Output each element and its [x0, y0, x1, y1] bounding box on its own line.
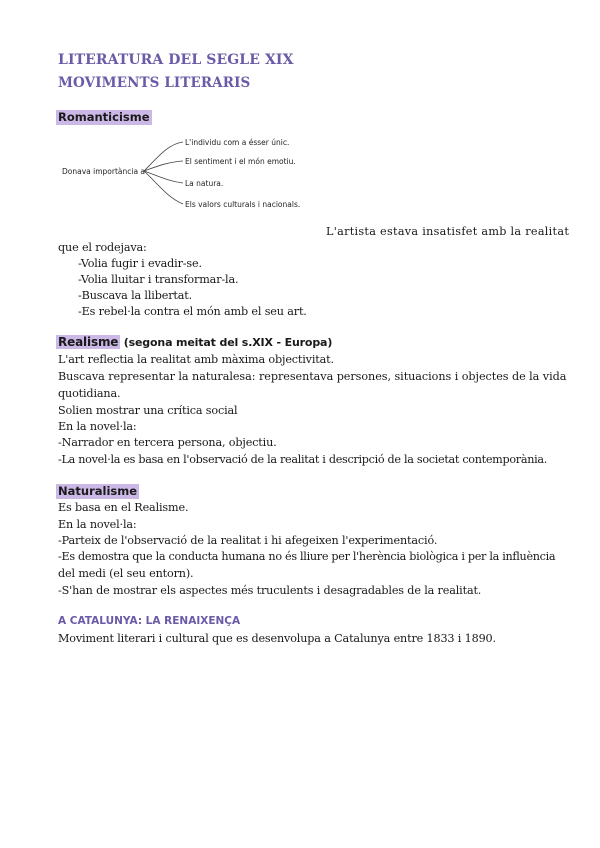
realisme-heading-note: (segona meitat del s.XIX - Europa): [123, 336, 333, 349]
realisme-line: En la novel·la:: [58, 420, 137, 433]
realisme-line: quotidiana.: [58, 387, 121, 400]
diagram-branch-line-2: [144, 161, 183, 171]
romanticisme-item: -Volia fugir i evadir-se.: [78, 257, 202, 270]
realisme-heading-row: [56, 335, 332, 351]
naturalisme-line: Es basa en el Realisme.: [58, 501, 189, 514]
romanticisme-intro-1: L'artista estava insatisfet amb la realitat: [326, 225, 570, 238]
realisme-line: Solien mostrar una crítica social: [58, 404, 238, 417]
romanticisme-diagram: [58, 132, 318, 214]
naturalisme-line: del medi (el seu entorn).: [58, 567, 194, 580]
document-subtitle: MOVIMENTS LITERARIS: [58, 75, 251, 91]
naturalisme-heading: Naturalisme: [58, 484, 138, 498]
realisme-line: L'art reflectia la realitat amb màxima objectivitat.: [58, 353, 334, 366]
naturalisme-line: -S'han de mostrar els aspectes més truculents i desagradables de la realitat.: [58, 584, 482, 597]
naturalisme-line: En la novel·la:: [58, 518, 137, 531]
document-title: LITERATURA DEL SEGLE XIX: [58, 52, 294, 68]
diagram-branch-3: La natura.: [185, 179, 224, 188]
romanticisme-item: -Buscava la llibertat.: [78, 289, 193, 302]
catalunya-heading: A CATALUNYA: LA RENAIXENÇA: [58, 615, 241, 627]
romanticisme-intro-2: que el rodejava:: [58, 241, 147, 254]
naturalisme-line: -Parteix de l'observació de la realitat i hi afegeixen l'experimentació.: [58, 534, 438, 547]
romanticisme-heading: Romanticisme: [58, 110, 150, 124]
realisme-line: -Narrador en tercera persona, objectiu.: [58, 436, 277, 449]
realisme-line: Buscava representar la naturalesa: representava persones, situacions i objectes de la vida: [58, 370, 567, 383]
diagram-root: Donava importància a: [62, 167, 146, 176]
diagram-branch-line-4: [144, 171, 183, 204]
diagram-branch-2: El sentiment i el món emotiu.: [185, 157, 296, 166]
realisme-line: -La novel·la es basa en l'observació de la realitat i descripció de la societat contemporània.: [58, 453, 547, 466]
romanticisme-item: -Es rebel·la contra el món amb el seu art.: [78, 305, 307, 318]
naturalisme-line: -Es demostra que la conducta humana no és lliure per l'herència biològica i per la influència: [58, 550, 556, 563]
realisme-heading: Realisme: [58, 335, 119, 349]
diagram-branch-line-1: [144, 142, 183, 171]
romanticisme-item: -Volia lluitar i transformar-la.: [78, 273, 239, 286]
diagram-branch-4: Els valors culturals i nacionals.: [185, 200, 301, 209]
diagram-branch-1: L'individu com a ésser únic.: [185, 138, 290, 147]
catalunya-line: Moviment literari i cultural que es desenvolupa a Catalunya entre 1833 i 1890.: [58, 632, 496, 645]
